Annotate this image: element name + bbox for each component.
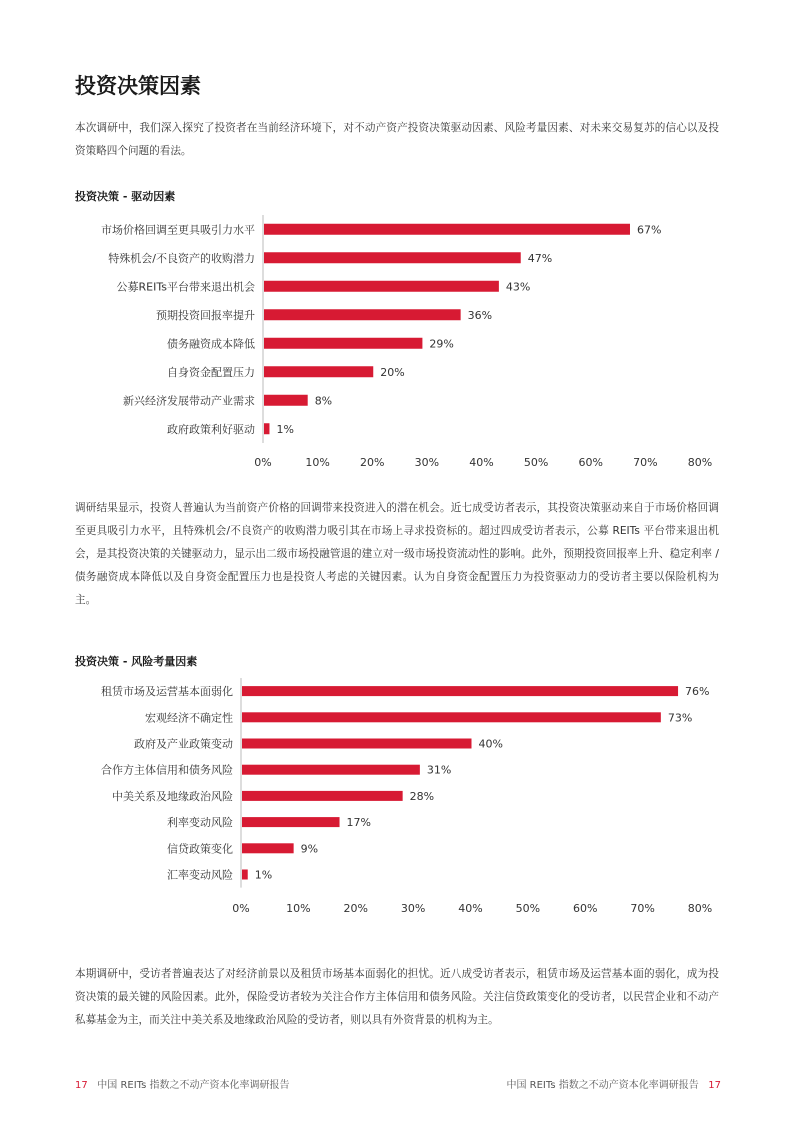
- drivers-analysis-paragraph: 调研结果显示，投资人普遍认为当前资产价格的回调带来投资进入的潜在机会。近七成受访者表示，其投资决策驱动来自于市场价格回调至更具吸引力水平，且特殊机会/不良资产的收购潜力吸引其在市场上寻求投资标的。超过四成受访者表示，公募 REITs 平台带来退出机会，是其投资决策的关键驱动力，显示出二级市场投融管退的建立对一级市场投资流动性的影响。此外，预期投资回报率上升、稳定利率 / 债务融资成本降低以及自身资金配置压力也是投资人考虑的关键因素。认为自身资金配置压力为投资驱动力的受访者主要以保险机构为主。: [75, 502, 719, 606]
- bar: [264, 366, 373, 377]
- x-tick-label: 30%: [414, 456, 440, 469]
- x-tick-label: 60%: [573, 902, 598, 915]
- category-label: 自身资金配置压力: [167, 365, 255, 379]
- bar-value-label: 29%: [429, 337, 454, 351]
- category-label: 汇率变动风险: [167, 868, 233, 882]
- x-tick-label: 20%: [343, 902, 368, 915]
- page-title: 投资决策因素: [75, 74, 201, 98]
- bar-value-label: 8%: [314, 394, 333, 408]
- bar: [264, 395, 308, 406]
- chart-title-risks: 投资决策 - 风险考量因素: [75, 655, 198, 668]
- bar-value-label: 67%: [636, 223, 662, 237]
- category-label: 特殊机会/不良资产的收购潜力: [108, 251, 255, 265]
- category-label: 合作方主体信用和债务风险: [101, 763, 233, 777]
- bar: [242, 791, 403, 801]
- x-tick-label: 20%: [360, 456, 385, 469]
- x-tick-label: 50%: [523, 456, 549, 469]
- bar-value-label: 1%: [276, 422, 294, 436]
- category-label: 宏观经济不确定性: [145, 711, 233, 725]
- footer-left-page-number: 17: [75, 1080, 88, 1091]
- category-label: 公募REITs平台带来退出机会: [116, 280, 255, 294]
- bar: [242, 686, 678, 696]
- footer-right: [506, 1076, 721, 1091]
- risks-analysis-paragraph: 本期调研中，受访者普遍表达了对经济前景以及租赁市场基本面弱化的担忧。近八成受访者表示，租赁市场及运营基本面的弱化，成为投资决策的最关键的风险因素。此外，保险受访者较为关注合作方主体信用和债务风险。关注信贷政策变化的受访者，以民营企业和不动产私募基金为主，而关注中美关系及地缘政治风险的受访者，则以具有外资背景的机构为主。: [75, 968, 719, 1026]
- chart-title-drivers: 投资决策 - 驱动因素: [75, 190, 176, 203]
- bar-value-label: 47%: [527, 251, 553, 265]
- drivers-bar-chart: [0, 215, 793, 477]
- category-label: 债务融资成本降低: [167, 337, 255, 351]
- x-tick-label: 80%: [687, 902, 713, 915]
- bar: [264, 423, 269, 434]
- bar-value-label: 31%: [426, 763, 452, 777]
- category-label: 市场价格回调至更具吸引力水平: [101, 223, 255, 237]
- x-tick-label: 70%: [630, 902, 655, 915]
- risks-bar-chart: [0, 680, 793, 920]
- bar-value-label: 73%: [667, 711, 693, 725]
- bar: [242, 739, 472, 749]
- bar: [264, 252, 521, 263]
- bar: [264, 224, 630, 235]
- category-label: 预期投资回报率提升: [156, 308, 255, 322]
- intro-paragraph: 本次调研中，我们深入探究了投资者在当前经济环境下，对不动产资产投资决策驱动因素、风险考量因素、对未来交易复苏的信心以及投资策略四个问题的看法。: [75, 122, 719, 157]
- bar-value-label: 43%: [505, 280, 531, 294]
- bar-value-label: 36%: [467, 308, 493, 322]
- x-tick-label: 40%: [458, 902, 483, 915]
- bar: [242, 870, 248, 880]
- bar: [264, 338, 422, 349]
- x-tick-label: 0%: [232, 902, 250, 915]
- bar: [242, 843, 294, 853]
- x-tick-label: 10%: [305, 456, 330, 469]
- bar-value-label: 76%: [685, 685, 710, 699]
- category-label: 中美关系及地缘政治风险: [112, 789, 233, 803]
- x-tick-label: 50%: [515, 902, 541, 915]
- footer-left-report-title: 中国 REITs 指数之不动产资本化率调研报告: [97, 1080, 290, 1091]
- footer-right-report-title: 中国 REITs 指数之不动产资本化率调研报告: [506, 1080, 699, 1091]
- bar: [264, 281, 499, 292]
- x-tick-label: 0%: [254, 456, 272, 469]
- footer-right-page-number: 17: [708, 1080, 721, 1091]
- category-label: 租赁市场及运营基本面弱化: [101, 685, 233, 699]
- category-label: 信贷政策变化: [167, 842, 233, 856]
- x-tick-label: 60%: [578, 456, 603, 469]
- category-label: 政府及产业政策变动: [134, 737, 233, 751]
- category-label: 政府政策利好驱动: [167, 422, 255, 436]
- x-tick-label: 80%: [687, 456, 713, 469]
- bar-value-label: 40%: [478, 737, 503, 751]
- x-tick-label: 10%: [286, 902, 311, 915]
- bar-value-label: 28%: [409, 789, 435, 803]
- bar-value-label: 17%: [346, 816, 371, 830]
- bar: [242, 817, 340, 827]
- footer-left: [75, 1076, 290, 1091]
- category-label: 新兴经济发展带动产业需求: [123, 394, 255, 408]
- x-tick-label: 30%: [400, 902, 426, 915]
- bar: [242, 712, 661, 722]
- bar-value-label: 1%: [254, 868, 273, 882]
- bar-value-label: 20%: [380, 365, 405, 379]
- x-tick-label: 70%: [633, 456, 658, 469]
- x-tick-label: 40%: [469, 456, 494, 469]
- category-label: 利率变动风险: [167, 816, 233, 830]
- bar-value-label: 9%: [300, 842, 319, 856]
- bar: [242, 765, 420, 775]
- bar: [264, 309, 461, 320]
